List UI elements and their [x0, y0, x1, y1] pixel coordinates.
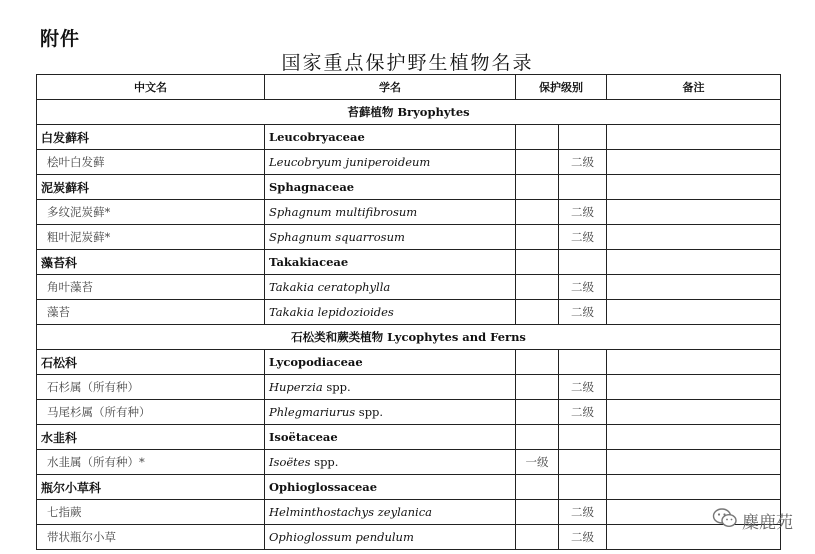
remarks-cell — [607, 350, 781, 375]
family-row — [37, 175, 781, 200]
remarks-cell — [607, 150, 781, 175]
species-chinese-name: 藻苔 — [37, 300, 265, 325]
protection-level-first — [516, 275, 559, 300]
protection-level-first — [516, 225, 559, 250]
protection-level-second: 二级 — [559, 200, 607, 225]
remarks-cell — [607, 450, 781, 475]
protection-level-second: 二级 — [559, 150, 607, 175]
remarks-cell — [607, 300, 781, 325]
protection-level-first — [516, 150, 559, 175]
species-scientific-name — [265, 200, 516, 225]
protection-level-first — [516, 400, 559, 425]
species-chinese-name: 粗叶泥炭藓* — [37, 225, 265, 250]
protection-level-first — [516, 500, 559, 525]
family-chinese-name: 水韭科 — [37, 425, 265, 450]
level-cell-second — [559, 475, 607, 500]
protection-level-first — [516, 375, 559, 400]
remarks-cell — [607, 175, 781, 200]
species-row — [37, 525, 781, 550]
column-header-remarks: 备注 — [607, 75, 781, 100]
family-chinese-name: 白发藓科 — [37, 125, 265, 150]
family-scientific-name: Lycopodiaceae — [265, 350, 516, 375]
species-scientific-name — [265, 275, 516, 300]
remarks-cell — [607, 425, 781, 450]
watermark — [712, 507, 793, 534]
protection-level-second — [559, 450, 607, 475]
protection-level-second: 二级 — [559, 400, 607, 425]
species-scientific-name — [265, 400, 516, 425]
protection-level-first — [516, 525, 559, 550]
attachment-label: 附件 — [40, 28, 81, 50]
species-chinese-name: 马尾杉属（所有种） — [37, 400, 265, 425]
protected-plants-table — [36, 74, 781, 550]
level-cell-second — [559, 175, 607, 200]
species-chinese-name: 多纹泥炭藓* — [37, 200, 265, 225]
section-title: 苔藓植物 Bryophytes — [37, 100, 781, 125]
level-cell-first — [516, 125, 559, 150]
family-row — [37, 475, 781, 500]
species-binomial: Isoëtes — [269, 455, 311, 469]
protection-level-second: 二级 — [559, 375, 607, 400]
species-binomial: Takakia ceratophylla — [269, 280, 391, 294]
family-scientific-name: Isoëtaceae — [265, 425, 516, 450]
species-row — [37, 400, 781, 425]
species-chinese-name: 带状瓶尔小草 — [37, 525, 265, 550]
family-chinese-name: 泥炭藓科 — [37, 175, 265, 200]
species-binomial: Phlegmariurus — [269, 405, 356, 419]
species-row — [37, 450, 781, 475]
species-scientific-name — [265, 375, 516, 400]
protection-level-first: 一级 — [516, 450, 559, 475]
level-cell-first — [516, 425, 559, 450]
remarks-cell — [607, 375, 781, 400]
column-header-chinese-name: 中文名 — [37, 75, 265, 100]
protection-level-second: 二级 — [559, 500, 607, 525]
species-binomial: Huperzia — [269, 380, 323, 394]
protection-level-first — [516, 200, 559, 225]
species-scientific-name — [265, 525, 516, 550]
family-chinese-name: 石松科 — [37, 350, 265, 375]
species-scientific-name — [265, 225, 516, 250]
species-binomial: Ophioglossum pendulum — [269, 530, 414, 544]
species-row — [37, 275, 781, 300]
family-scientific-name: Takakiaceae — [265, 250, 516, 275]
table-body — [37, 100, 781, 550]
level-cell-first — [516, 475, 559, 500]
species-suffix: spp. — [326, 380, 351, 394]
document-title: 国家重点保护野生植物名录 — [281, 52, 534, 74]
protection-level-first — [516, 300, 559, 325]
species-scientific-name — [265, 150, 516, 175]
remarks-cell — [607, 225, 781, 250]
remarks-cell — [607, 125, 781, 150]
protection-level-second: 二级 — [559, 300, 607, 325]
section-title: 石松类和蕨类植物 Lycophytes and Ferns — [37, 325, 781, 350]
species-chinese-name: 石杉属（所有种） — [37, 375, 265, 400]
level-cell-first — [516, 175, 559, 200]
species-suffix: spp. — [314, 455, 339, 469]
species-binomial: Sphagnum squarrosum — [269, 230, 405, 244]
table-header-row — [37, 75, 781, 100]
family-scientific-name: Sphagnaceae — [265, 175, 516, 200]
family-chinese-name: 藻苔科 — [37, 250, 265, 275]
species-scientific-name — [265, 500, 516, 525]
level-cell-second — [559, 350, 607, 375]
section-row — [37, 325, 781, 350]
species-binomial: Sphagnum multifibrosum — [269, 205, 418, 219]
family-row — [37, 125, 781, 150]
level-cell-second — [559, 250, 607, 275]
remarks-cell — [607, 475, 781, 500]
species-row — [37, 225, 781, 250]
level-cell-first — [516, 350, 559, 375]
species-scientific-name — [265, 450, 516, 475]
species-suffix: spp. — [358, 405, 384, 419]
remarks-cell — [607, 250, 781, 275]
remarks-cell — [607, 200, 781, 225]
family-row — [37, 350, 781, 375]
species-scientific-name — [265, 300, 516, 325]
species-row — [37, 300, 781, 325]
species-row — [37, 500, 781, 525]
species-chinese-name: 角叶藻苔 — [37, 275, 265, 300]
species-chinese-name: 水韭属（所有种）* — [37, 450, 265, 475]
protection-level-second: 二级 — [559, 225, 607, 250]
family-row — [37, 250, 781, 275]
species-row — [37, 200, 781, 225]
species-binomial: Leucobryum juniperoideum — [269, 155, 431, 169]
remarks-cell — [607, 275, 781, 300]
family-scientific-name: Ophioglossaceae — [265, 475, 516, 500]
level-cell-first — [516, 250, 559, 275]
species-chinese-name: 七指蕨 — [37, 500, 265, 525]
watermark-text: 麋鹿苑 — [742, 513, 793, 533]
family-row — [37, 425, 781, 450]
species-binomial: Takakia lepidozioides — [269, 305, 394, 319]
section-row — [37, 100, 781, 125]
level-cell-second — [559, 425, 607, 450]
species-row — [37, 375, 781, 400]
family-chinese-name: 瓶尔小草科 — [37, 475, 265, 500]
protection-level-second: 二级 — [559, 275, 607, 300]
column-header-protection-level: 保护级别 — [516, 75, 607, 100]
species-binomial: Helminthostachys zeylanica — [269, 505, 433, 519]
wechat-icon — [712, 507, 738, 534]
level-cell-second — [559, 125, 607, 150]
species-row — [37, 150, 781, 175]
column-header-scientific-name: 学名 — [265, 75, 516, 100]
species-chinese-name: 桧叶白发藓 — [37, 150, 265, 175]
remarks-cell — [607, 400, 781, 425]
family-scientific-name: Leucobryaceae — [265, 125, 516, 150]
protection-level-second: 二级 — [559, 525, 607, 550]
